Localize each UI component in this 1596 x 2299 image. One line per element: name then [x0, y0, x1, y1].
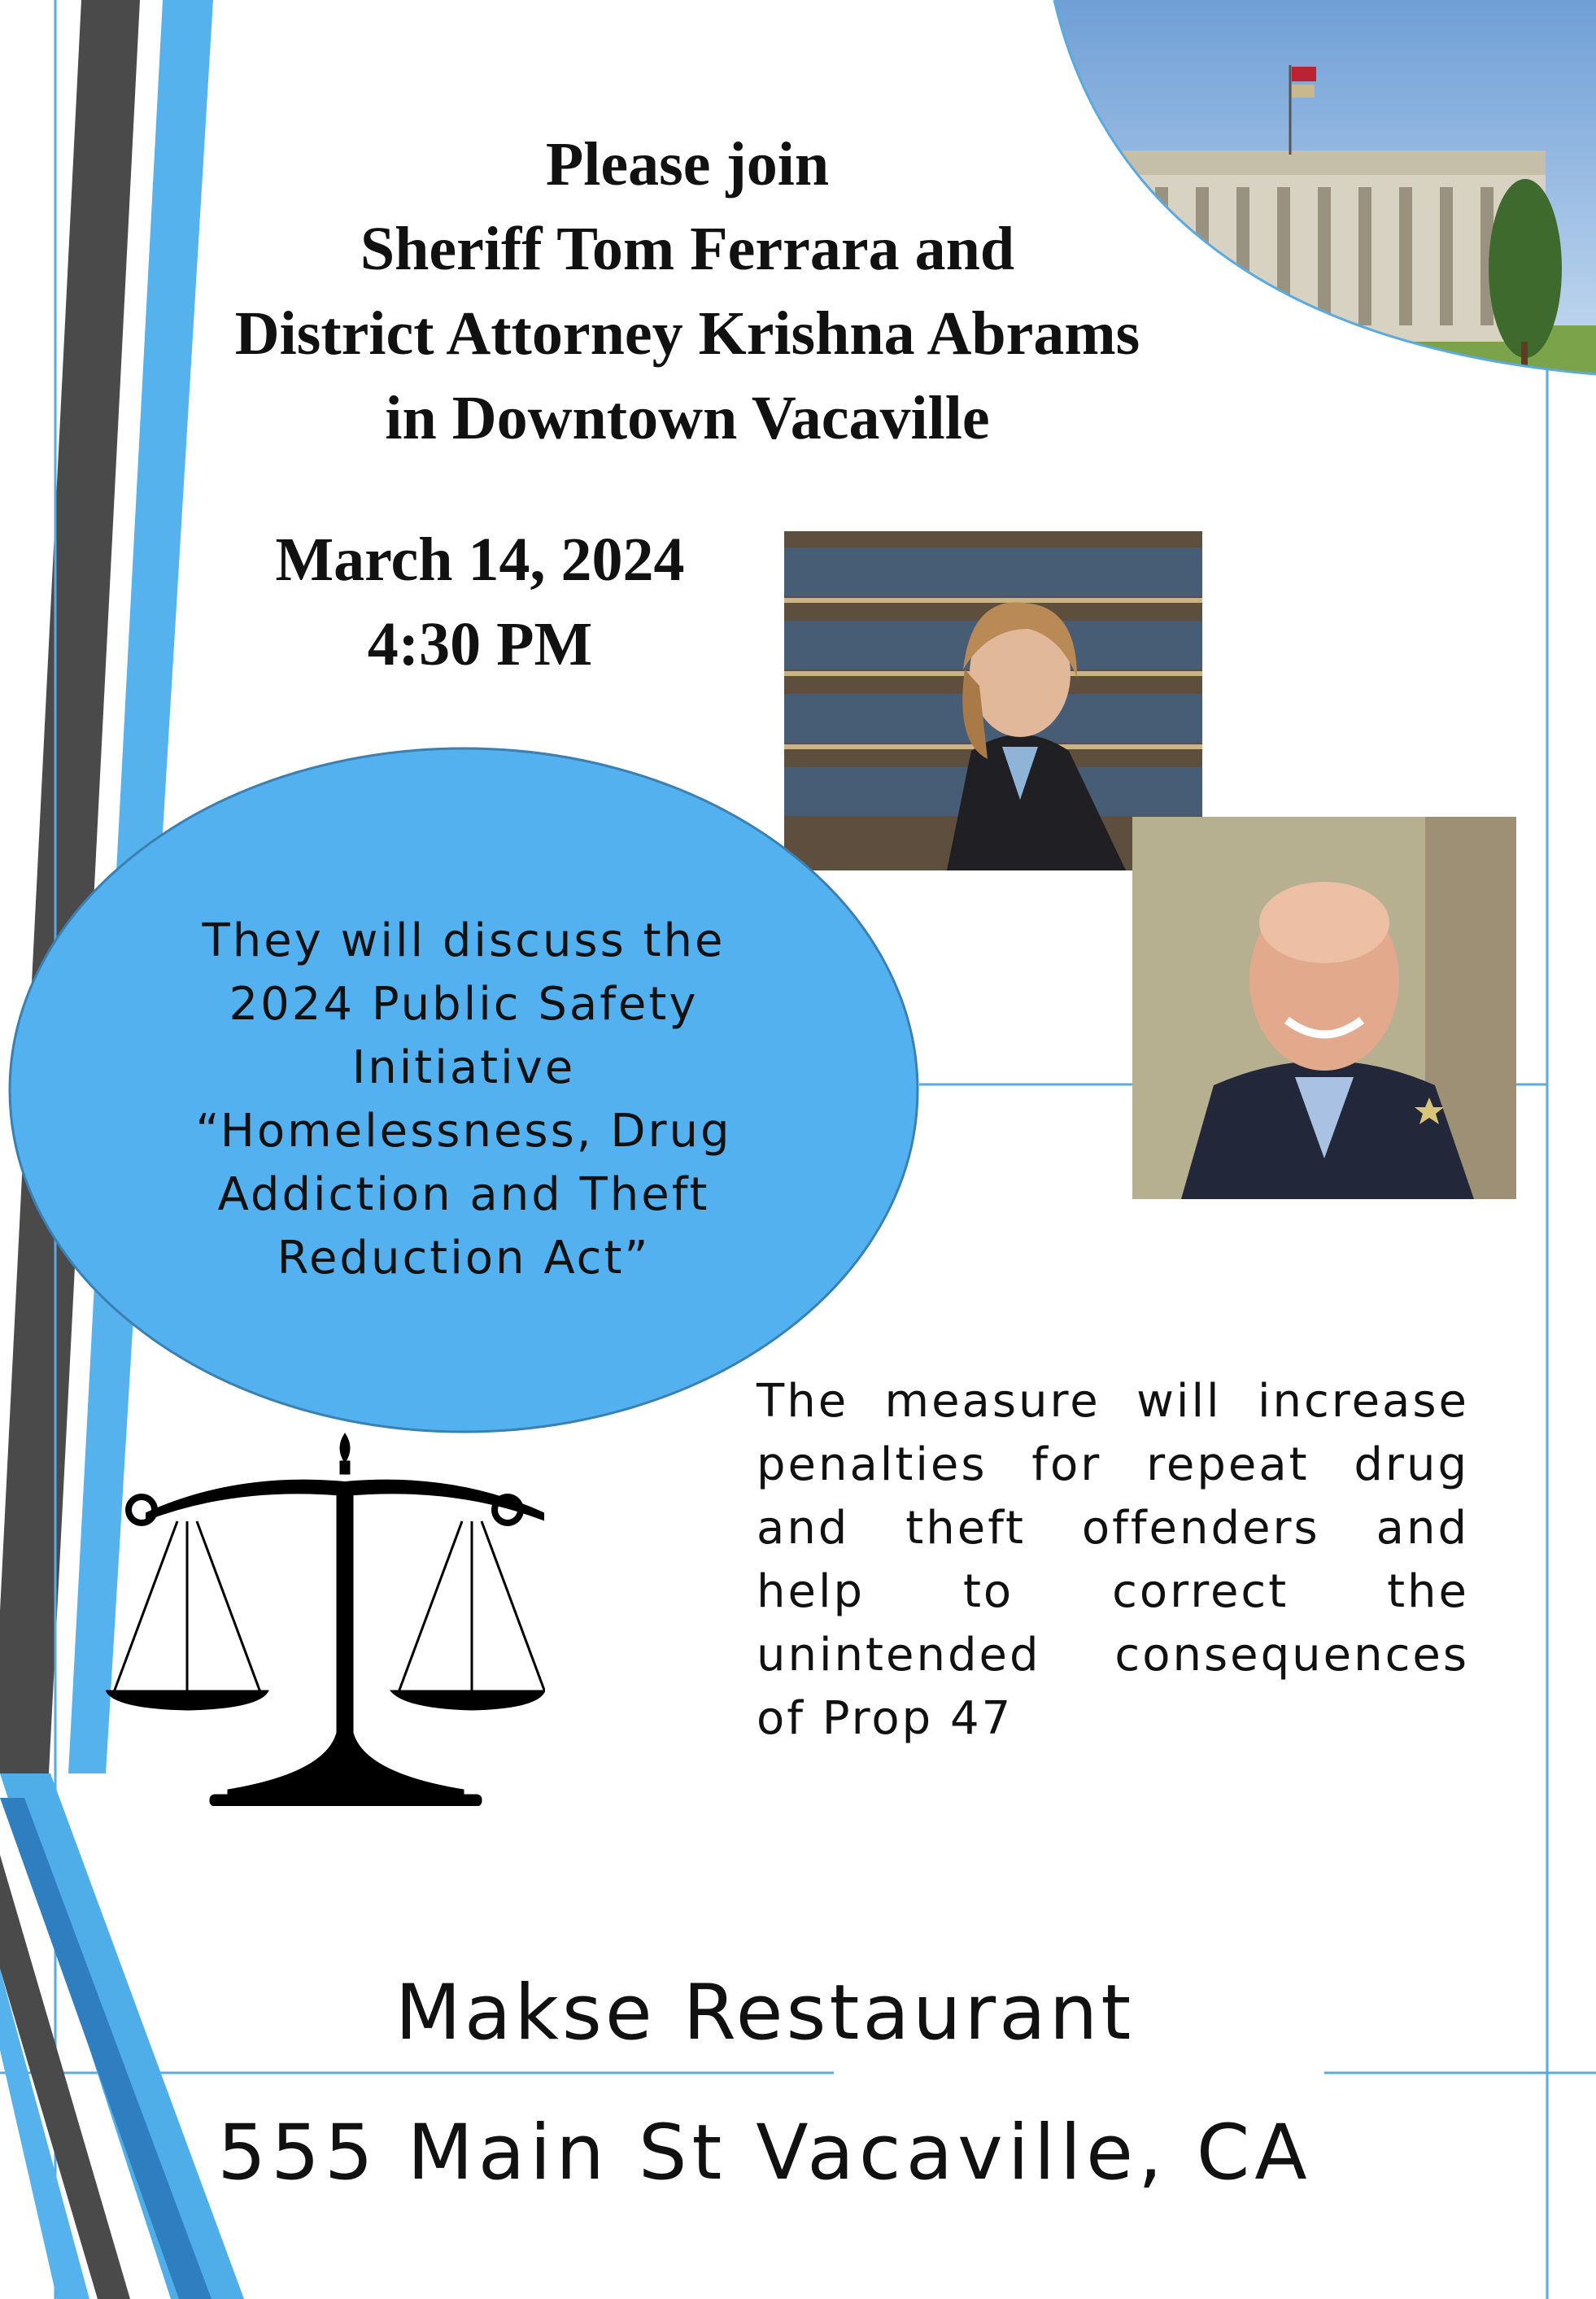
heading-line-1: Please join	[545, 130, 830, 198]
discussion-line-1: They will discuss the	[202, 914, 726, 967]
venue-address: 555 Main St Vacaville, CA	[217, 2109, 1312, 2197]
discussion-line-6: Reduction Act”	[277, 1232, 651, 1285]
discussion-line-3: Initiative	[351, 1041, 576, 1094]
scales-of-justice-icon	[106, 1432, 545, 1806]
discussion-line-5: Addiction and Theft	[217, 1168, 710, 1221]
measure-description: The measure will increase penalties for repeat drug and theft offenders and help to correct the unintended consequences of Prop 47	[757, 1375, 1469, 1745]
heading-line-2: Sheriff Tom Ferrara and	[360, 215, 1015, 283]
heading-line-3: District Attorney Krishna Abrams	[234, 299, 1140, 368]
venue-name: Makse Restaurant	[395, 1969, 1135, 2057]
event-date: March 14, 2024	[275, 526, 685, 594]
event-time: 4:30 PM	[367, 610, 593, 678]
discussion-line-4: “Homelessness, Drug	[195, 1105, 732, 1158]
discussion-line-2: 2024 Public Safety	[229, 978, 699, 1031]
discussion-text	[81, 910, 846, 1290]
heading-line-4: in Downtown Vacaville	[385, 384, 990, 452]
